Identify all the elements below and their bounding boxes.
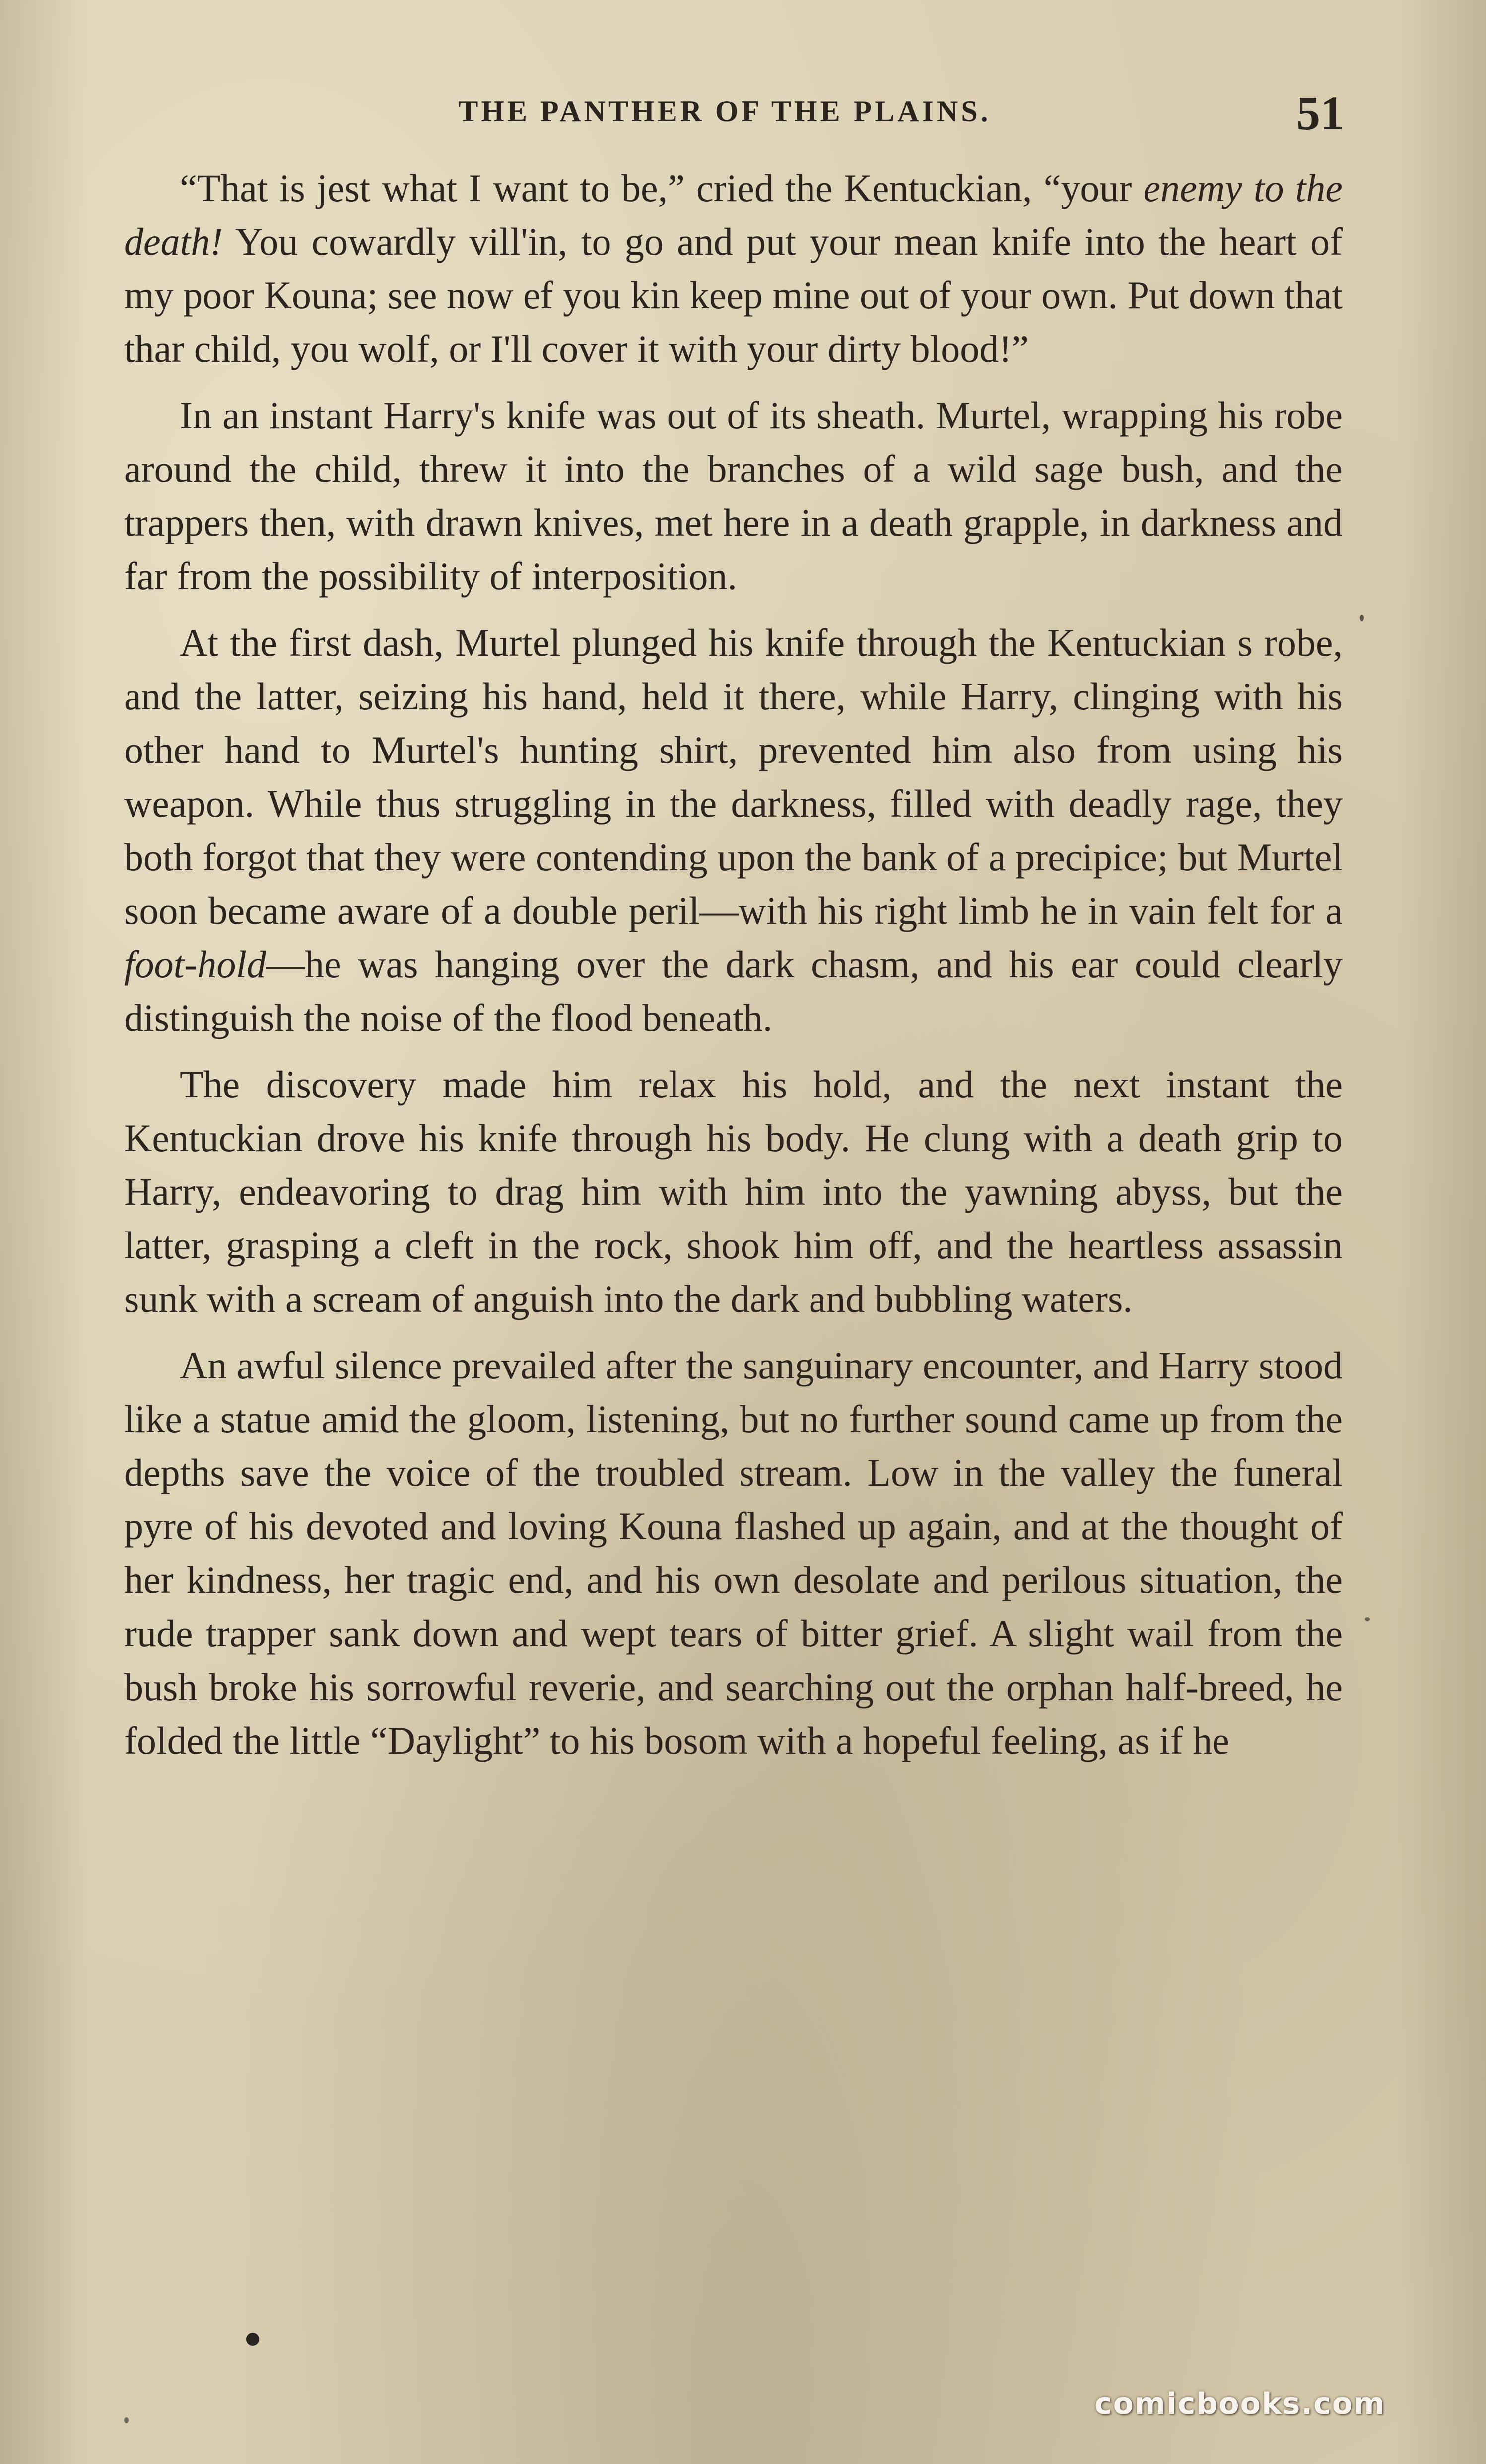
paragraph-4: The discovery made him relax his hold, and the next instant the Kentuckian drove his knife through his body. He clung with a death grip to Harry, endeavoring to drag him with him into the yawning abyss, but the latter, grasping a cleft in the rock, shook him off, and the heartless assassin sunk with a scream of anguish into the dark and bubbling waters. bbox=[124, 1063, 1343, 1320]
paragraph-3 bbox=[124, 616, 1343, 1045]
paragraph-3-text-a: At the first dash, Murtel plunged his knife through the Kentuckian s robe, and the latter, seizing his hand, held it there, while Harry, clinging with his other hand to Murtel's hunting shirt, prevented him also from using his weapon. While thus struggling in the darkness, filled with deadly rage, they both forgot that they were contending upon the bank of a precipice; but Murtel soon became aware of a double peril—with his right limb he in vain felt for a bbox=[124, 621, 1343, 932]
ink-speck bbox=[1360, 615, 1364, 621]
paragraph-3-text-b: —he was hanging over the dark chasm, and his ear could clearly distinguish the noise of the flood beneath. bbox=[124, 943, 1343, 1039]
paragraph-3-italic: foot-hold bbox=[124, 943, 266, 986]
paragraph-1 bbox=[124, 161, 1343, 376]
ink-speck bbox=[124, 2417, 129, 2423]
paragraph-5: An awful silence prevailed after the sanguinary encounter, and Harry stood like a statue amid the gloom, listening, but no further sound came up from the depths save the voice of the troubled stream. Low in the valley the funeral pyre of his devoted and loving Kouna flashed up again, and at the thought of her kindness, her tragic end, and his own desolate and perilous situation, the rude trapper sank down and wept tears of bitter grief. A slight wail from the bush broke his sorrowful reverie, and searching out the orphan half-breed, he folded the little “Daylight” to his bosom with a hopeful feeling, as if he bbox=[124, 1344, 1343, 1762]
running-title: THE PANTHER OF THE PLAINS. bbox=[458, 95, 991, 128]
ink-speck bbox=[246, 2333, 259, 2346]
paragraph-1-italic: enemy to the death! bbox=[124, 166, 1343, 263]
watermark: comicbooks.com bbox=[1094, 2387, 1386, 2421]
body-text bbox=[124, 161, 1343, 1768]
paragraph-1-text-b: You cowardly vill'in, to go and put your mean knife into the heart of my poor Kouna; see now ef you kin keep mine out of your own. Put down that thar child, you wolf, or I'll cover it with your dirty blood!” bbox=[124, 220, 1343, 370]
paragraph-2: In an instant Harry's knife was out of its sheath. Murtel, wrapping his robe around the child, threw it into the branches of a wild sage bush, and the trappers then, with drawn knives, met here in a death grapple, in darkness and far from the possibility of interposition. bbox=[124, 394, 1343, 598]
page-number: 51 bbox=[1296, 86, 1344, 139]
paragraph-1-text-a: “That is jest what I want to be,” cried the Kentuckian, “your bbox=[180, 166, 1144, 209]
ink-speck bbox=[1365, 1617, 1370, 1621]
